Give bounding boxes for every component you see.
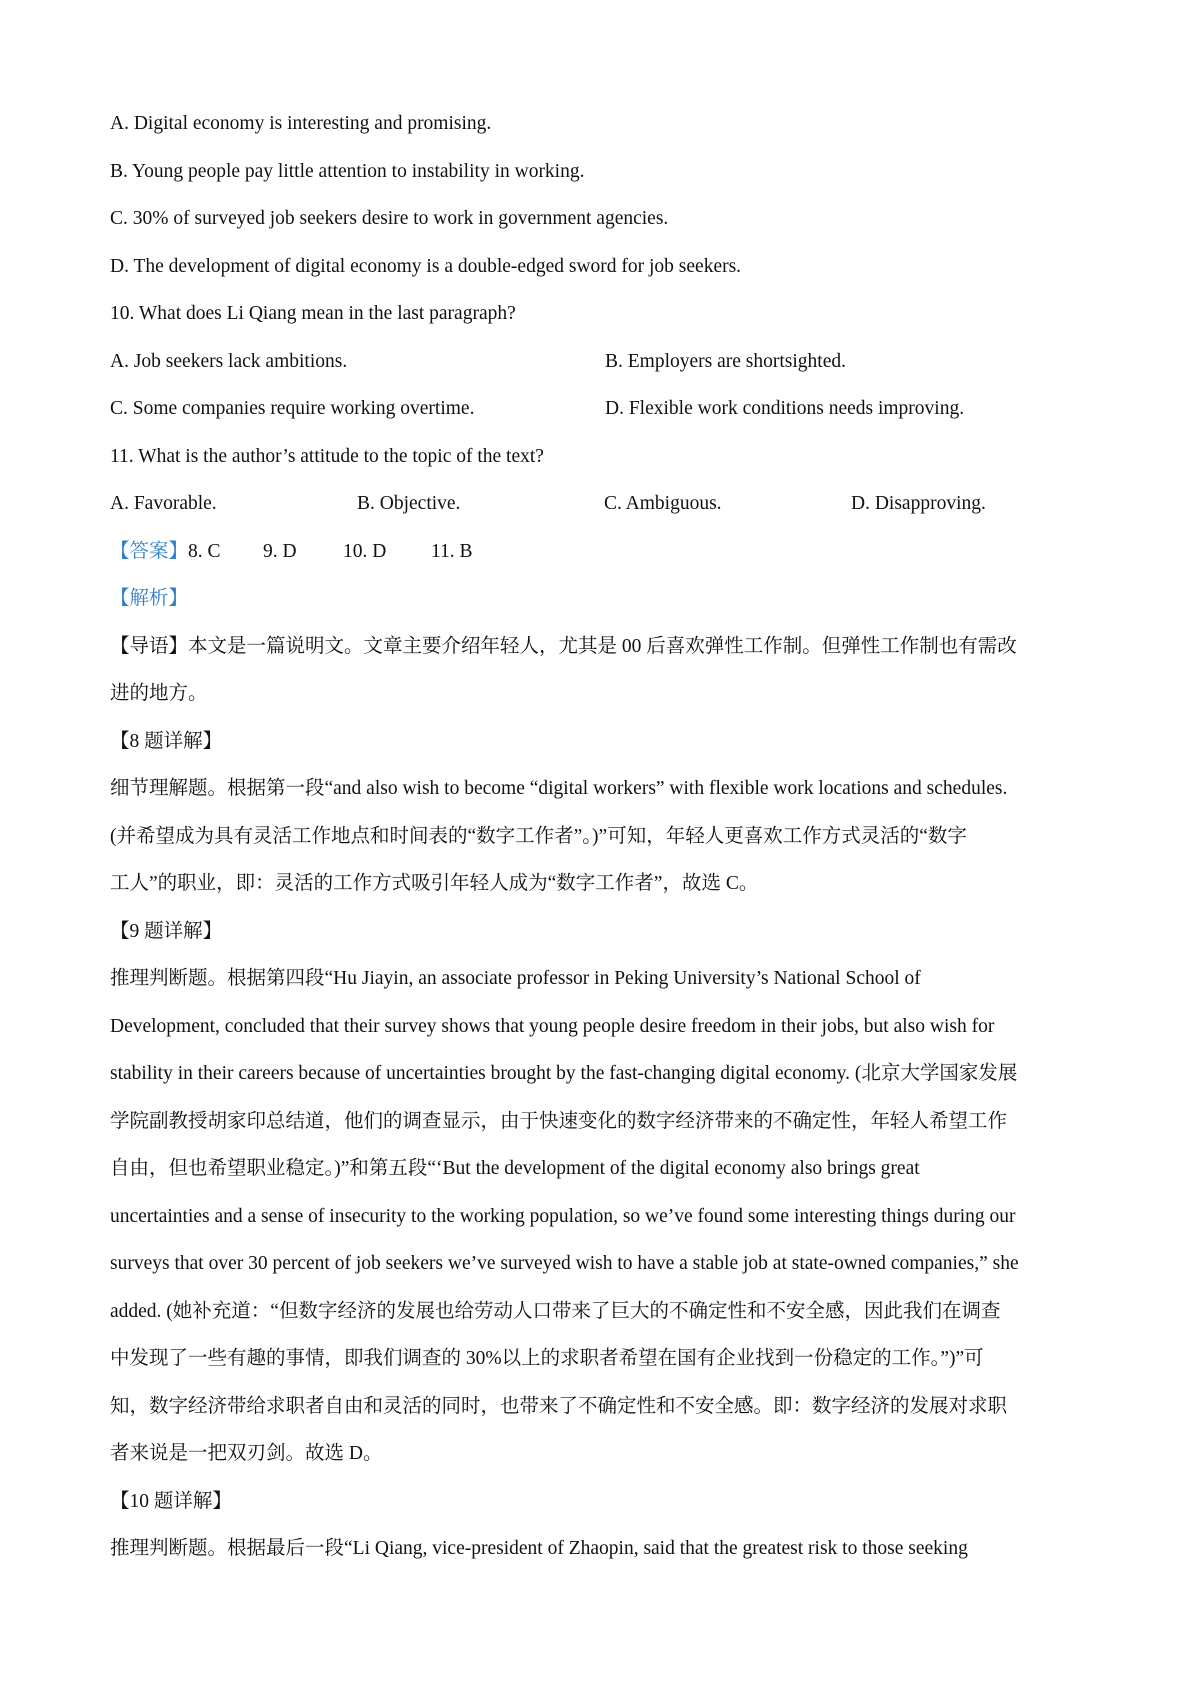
d10-header: 【10 题详解】	[110, 1490, 232, 1512]
d9-line-1: 推理判断题。根据第四段“Hu Jiayin, an associate professor in Peking University’s National School of	[110, 968, 921, 989]
intro-line-1	[110, 623, 1100, 671]
q11-option-a: A. Favorable.	[110, 493, 217, 514]
answer-11: 11. B	[431, 540, 473, 562]
q10-option-b: B. Employers are shortsighted.	[605, 350, 846, 372]
q11-option-d: D. Disapproving.	[851, 493, 986, 514]
q10-options-row-2	[110, 385, 1100, 433]
d9-line-5: 自由，但也希望职业稳定。)”和第五段“‘But the development of the digital economy also brings great	[110, 1158, 920, 1179]
intro-label: 【导语】	[110, 635, 189, 657]
d8-line-2: (并希望成为具有灵活工作地点和时间表的“数字工作者”。)”可知，年轻人更喜欢工作方式灵活的“数字	[110, 825, 967, 847]
q9-option-b: B. Young people pay little attention to instability in working.	[110, 160, 585, 182]
d9-line-3: stability in their careers because of uncertainties brought by the fast-changing digital economy. (北京大学国家发展	[110, 1063, 1018, 1084]
intro-text-1: 本文是一篇说明文。文章主要介绍年轻人，尤其是 00 后喜欢弹性工作制。但弹性工作制也有需改	[188, 635, 1017, 657]
q10-option-d: D. Flexible work conditions needs improving.	[605, 398, 965, 419]
d8-line-1: 细节理解题。根据第一段“and also wish to become “digital workers” with flexible work locations and schedules.	[110, 778, 1008, 799]
answer-line	[110, 528, 1100, 576]
q9-option-c: C. 30% of surveyed job seekers desire to work in government agencies.	[110, 208, 669, 229]
q10-options-row-1	[110, 338, 1100, 386]
answer-9: 9. D	[263, 540, 297, 562]
d9-line-4: 学院副教授胡家印总结道，他们的调查显示，由于快速变化的数字经济带来的不确定性，年轻人希望工作	[110, 1110, 1008, 1132]
q9-option-a: A. Digital economy is interesting and promising.	[110, 113, 492, 134]
d9-line-10: 知，数字经济带给求职者自由和灵活的同时，也带来了不确定性和不安全感。即：数字经济的发展对求职	[110, 1395, 1008, 1417]
q11-option-c: C. Ambiguous.	[604, 493, 722, 514]
answer-label: 【答案】	[110, 540, 189, 562]
q10-question: 10. What does Li Qiang mean in the last paragraph?	[110, 303, 516, 324]
d9-line-9: 中发现了一些有趣的事情，即我们调查的 30%以上的求职者希望在国有企业找到一份稳定的工作。”)”可	[110, 1348, 984, 1369]
d9-line-6: uncertainties and a sense of insecurity to the working population, so we’ve found some interesting things during our	[110, 1205, 1016, 1227]
analysis-label: 【解析】	[110, 588, 189, 609]
d9-line-7: surveys that over 30 percent of job seekers we’ve surveyed wish to have a stable job at state-owned companies,” she	[110, 1253, 1019, 1274]
q10-option-a: A. Job seekers lack ambitions.	[110, 350, 348, 372]
q11-question: 11. What is the author’s attitude to the topic of the text?	[110, 445, 544, 467]
q9-option-d: D. The development of digital economy is a double-edged sword for job seekers.	[110, 255, 742, 277]
q10-option-c: C. Some companies require working overtime.	[110, 398, 475, 419]
d9-header: 【9 题详解】	[110, 920, 223, 942]
q11-options-row	[110, 480, 1100, 528]
intro-line-2: 进的地方。	[110, 683, 208, 704]
document-page	[110, 100, 1100, 1573]
d8-header: 【8 题详解】	[110, 730, 223, 752]
d8-line-3: 工人”的职业，即：灵活的工作方式吸引年轻人成为“数字工作者”，故选 C。	[110, 873, 759, 894]
d9-line-8: added. (她补充道：“但数字经济的发展也给劳动人口带来了巨大的不确定性和不安全感，因此我们在调查	[110, 1300, 1001, 1322]
d10-line-1: 推理判断题。根据最后一段“Li Qiang, vice-president of Zhaopin, said that the greatest risk to those seeking	[110, 1538, 968, 1559]
d9-line-11: 者来说是一把双刃剑。故选 D。	[110, 1443, 383, 1464]
q11-option-b: B. Objective.	[357, 493, 461, 514]
answer-10: 10. D	[343, 540, 387, 562]
d9-line-2: Development, concluded that their survey shows that young people desire freedom in their jobs, but also wish for	[110, 1015, 995, 1037]
answer-8: 8. C	[188, 540, 221, 562]
